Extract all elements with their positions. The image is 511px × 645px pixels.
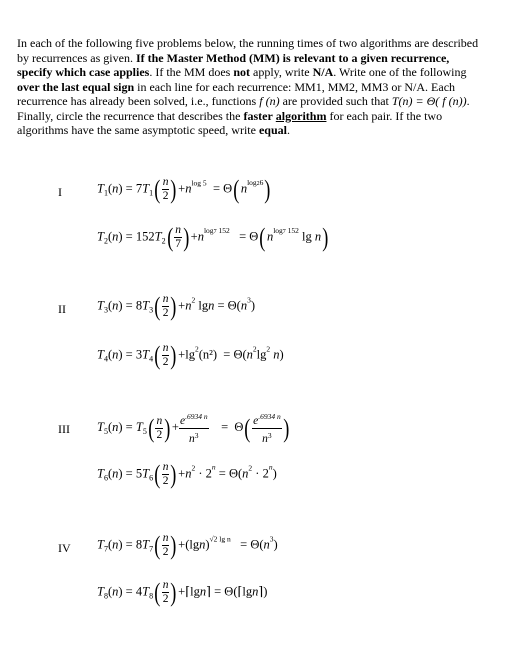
recurrence-7: $T_7(n) = 8T_7$( $\frac{n}{2}$ )$+(\lg n)^{√2 lg n}$ = $\Theta(n^3)$: [97, 531, 278, 561]
recurrence-8: $T_8(n) = 4T_8$( $\frac{n}{2}$ )+⌈lgn⌉ = Θ(⌈lgn⌉): [97, 578, 268, 608]
instr-text-3: which case applies: [55, 65, 150, 79]
recurrence-6: $T_6(n) = 5T_6$( $\frac{n}{2}$ )$+n^2 \cdot 2^n = \Theta(n^2 \cdot 2^n)$: [97, 460, 277, 490]
problem-numeral-2: II: [58, 302, 66, 316]
instr-text-9: over the last equal sign: [17, 79, 135, 94]
instr-text-1: In each of the following five problems below, the running times of two algorithms are described by recurrences as given.: [17, 36, 479, 65]
instr-text-4: . If the MM does: [149, 65, 234, 79]
problem-numeral-1: I: [58, 185, 62, 199]
instr-text-19: .: [286, 123, 290, 137]
recurrence-3: $T_3(n) = 8T_3$( $\frac{n}{2}$ )$+n^2$ $\lg n = \Theta(n^3)$: [97, 292, 256, 322]
instr-text-15: faster: [243, 108, 273, 123]
instr-text-17: for each pair. If the two algorithms have the same asymptotic speed, write: [17, 108, 443, 137]
recurrence-1: $T_1(n) = 7T_1$( $\frac{n}{2}$ )$+n^{log 5} = \Theta(n^{log26})$: [97, 175, 271, 205]
instructions: [17, 36, 487, 138]
instr-text-7: N/A: [312, 65, 334, 79]
instr-text-6: apply, write: [250, 65, 313, 79]
problem-numeral-4: IV: [58, 541, 71, 555]
recurrence-5: $T_5(n) = T_5$( $\frac{n}{2}$ )+ $\frac{e^{.6934 n}}{n^3}$ = Θ( $\frac{e^{.6934 n}}{n^3}$ ): [97, 412, 290, 445]
instr-text-16: algorithm: [275, 108, 327, 123]
recurrence-4: $T_4(n) = 3T_4$( $\frac{n}{2}$ )$+\lg^2(n^2) = \Theta(n^2\lg^2$ n): [97, 341, 284, 371]
instr-text-18: equal: [258, 123, 287, 137]
instr-text-5: not: [233, 65, 251, 79]
instr-text-13: T(n) = Θ( f (n)): [391, 94, 467, 108]
instr-text-8: . Write one of the following: [333, 65, 467, 79]
recurrence-2: $T_2(n) = 152T_2$( $\frac{n}{7}$ )$+n^{log7 152}$ = $\Theta(n^{log7 152}$ lg n): [97, 223, 329, 253]
instr-text-10: in each line for each recurrence: MM1, MM2, MM3 or N/A. Each recurrence has already been solved, i.e., functions: [17, 79, 456, 108]
instr-text-2: If the Master Method (MM) is relevant to a given recurrence, specify: [17, 50, 450, 79]
instr-text-14: . Finally, circle the recurrence that describes the: [17, 94, 470, 123]
problem-numeral-3: III: [58, 422, 70, 436]
instr-text-12: are provided such that: [279, 94, 392, 108]
instr-text-11: f (n): [259, 94, 280, 108]
